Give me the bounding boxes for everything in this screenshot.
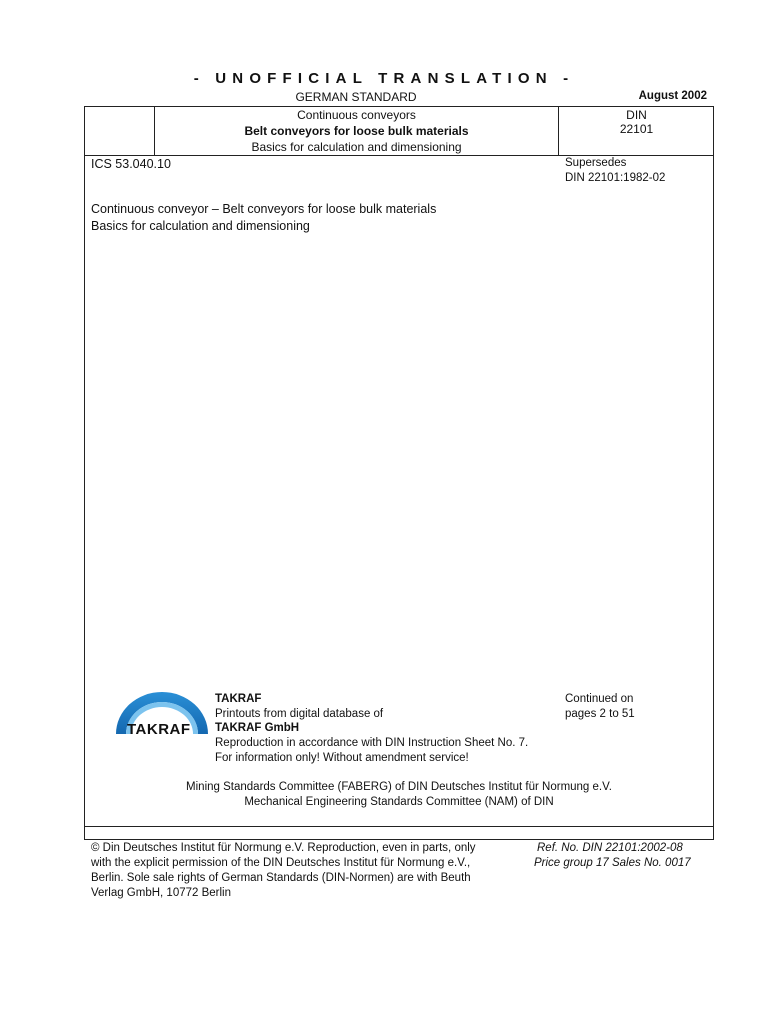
- standard-label: GERMAN STANDARD: [295, 90, 417, 104]
- takraf-line2: TAKRAF GmbH: [215, 722, 300, 734]
- committee-line2: Mechanical Engineering Standards Committee (NAM) of DIN: [244, 796, 554, 808]
- takraf-logo-text: TAKRAF: [127, 721, 191, 738]
- header-title-line3: Basics for calculation and dimensioning: [251, 140, 462, 154]
- reference-number: Ref. No. DIN 22101:2002-08: [537, 842, 683, 854]
- supersedes-label: Supersedes: [565, 157, 627, 169]
- takraf-line3: Reproduction in accordance with DIN Instruction Sheet No. 7.: [215, 737, 529, 749]
- ics-code: ICS 53.040.10: [91, 157, 171, 171]
- copyright-line2: with the explicit permission of the DIN Deutsches Institut für Normung e.V.,: [91, 857, 471, 869]
- takraf-line1: Printouts from digital database of: [215, 708, 384, 720]
- supersedes-value: DIN 22101:1982-02: [565, 172, 666, 184]
- takraf-line4: For information only! Without amendment service!: [215, 752, 469, 764]
- takraf-name: TAKRAF: [215, 693, 262, 705]
- din-number: 22101: [619, 122, 654, 136]
- copyright-line1: © Din Deutsches Institut für Normung e.V. Reproduction, even in parts, only: [91, 842, 476, 854]
- header-title-line2: Belt conveyors for loose bulk materials: [244, 124, 469, 138]
- price-group: Price group 17 Sales No. 0017: [534, 857, 691, 869]
- committee-line1: Mining Standards Committee (FABERG) of DIN Deutsches Institut für Normung e.V.: [186, 781, 612, 793]
- document-banner: - UNOFFICIAL TRANSLATION -: [193, 70, 575, 87]
- continued-line2: pages 2 to 51: [565, 708, 635, 720]
- body-title-line2: Basics for calculation and dimensioning: [91, 219, 310, 233]
- publication-date: August 2002: [638, 90, 707, 102]
- body-title-line1: Continuous conveyor – Belt conveyors for loose bulk materials: [91, 202, 437, 216]
- header-title-line1: Continuous conveyors: [297, 108, 416, 122]
- footer-divider: [84, 826, 714, 827]
- continued-line1: Continued on: [565, 693, 634, 705]
- takraf-logo: [112, 690, 212, 742]
- copyright-line4: Verlag GmbH, 10772 Berlin: [91, 887, 231, 899]
- din-label: DIN: [626, 108, 647, 122]
- copyright-line3: Berlin. Sole sale rights of German Standards (DIN-Normen) are with Beuth: [91, 872, 471, 884]
